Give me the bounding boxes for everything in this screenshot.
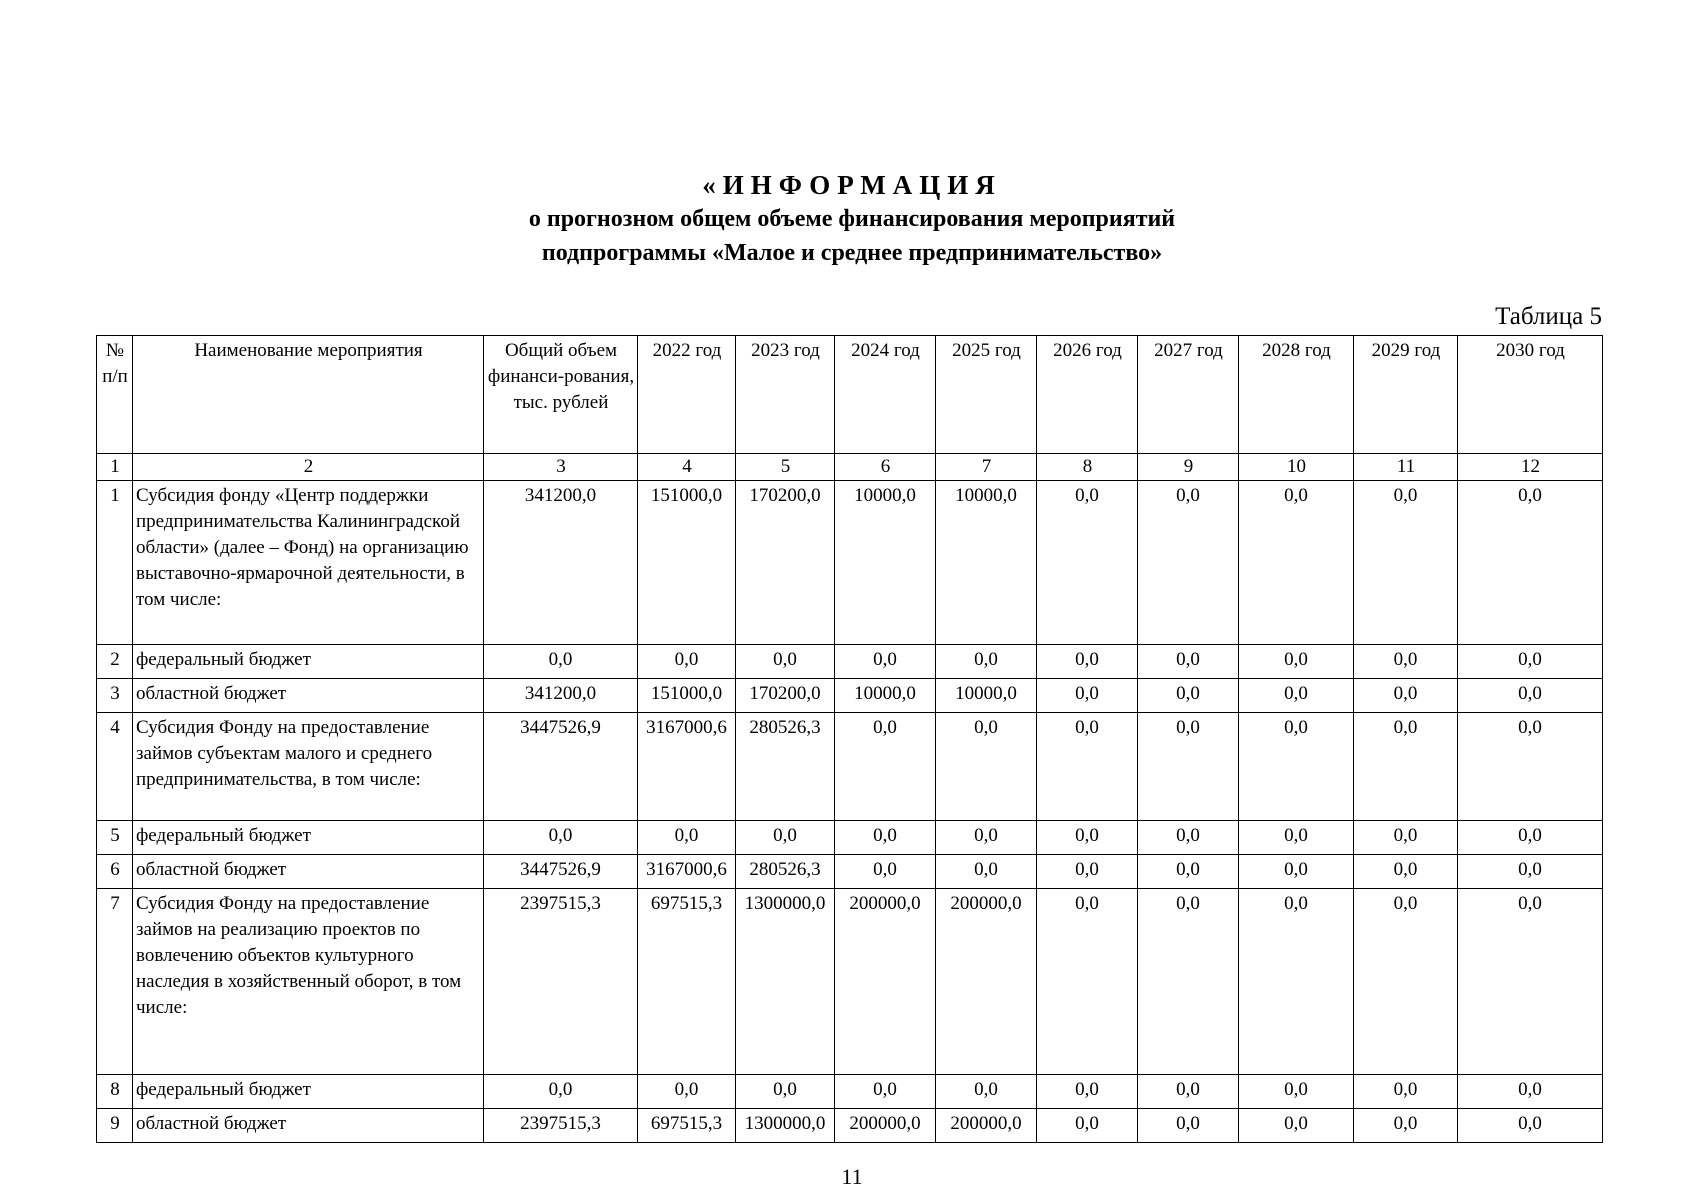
column-number-cell: 8 bbox=[1037, 454, 1138, 481]
year-amount-cell: 0,0 bbox=[1354, 821, 1458, 855]
header-cell-2029: 2029 год bbox=[1354, 336, 1458, 454]
year-amount-cell: 0,0 bbox=[1354, 679, 1458, 713]
column-number-cell: 4 bbox=[638, 454, 736, 481]
total-amount-cell: 2397515,3 bbox=[484, 1109, 638, 1143]
table-row bbox=[97, 855, 1603, 889]
column-number-cell: 9 bbox=[1138, 454, 1239, 481]
year-amount-cell: 0,0 bbox=[1354, 713, 1458, 821]
year-amount-cell: 697515,3 bbox=[638, 889, 736, 1075]
header-cell-2023: 2023 год bbox=[736, 336, 835, 454]
total-amount-cell: 341200,0 bbox=[484, 481, 638, 645]
year-amount-cell: 0,0 bbox=[1138, 645, 1239, 679]
title-line-3: подпрограммы «Малое и среднее предпринимательство» bbox=[541, 240, 1163, 266]
header-cell-total: Общий объем финанси-рования, тыс. рублей bbox=[484, 336, 638, 454]
row-number-cell: 9 bbox=[97, 1109, 133, 1143]
column-number-cell: 10 bbox=[1239, 454, 1354, 481]
financing-table bbox=[96, 335, 1603, 1143]
header-cell-2022: 2022 год bbox=[638, 336, 736, 454]
year-amount-cell: 0,0 bbox=[1458, 855, 1603, 889]
year-amount-cell: 200000,0 bbox=[835, 1109, 936, 1143]
year-amount-cell: 0,0 bbox=[1037, 1109, 1138, 1143]
year-amount-cell: 0,0 bbox=[1037, 713, 1138, 821]
total-amount-cell: 0,0 bbox=[484, 1075, 638, 1109]
total-amount-cell: 2397515,3 bbox=[484, 889, 638, 1075]
header-cell-2024: 2024 год bbox=[835, 336, 936, 454]
year-amount-cell: 0,0 bbox=[736, 1075, 835, 1109]
year-amount-cell: 200000,0 bbox=[936, 1109, 1037, 1143]
year-amount-cell: 0,0 bbox=[1239, 821, 1354, 855]
year-amount-cell: 0,0 bbox=[1239, 889, 1354, 1075]
year-amount-cell: 0,0 bbox=[736, 645, 835, 679]
measure-name-cell: областной бюджет bbox=[133, 855, 484, 889]
year-amount-cell: 10000,0 bbox=[835, 481, 936, 645]
year-amount-cell: 0,0 bbox=[1138, 1075, 1239, 1109]
header-cell-2030: 2030 год bbox=[1458, 336, 1603, 454]
year-amount-cell: 0,0 bbox=[1037, 645, 1138, 679]
column-number-cell: 12 bbox=[1458, 454, 1603, 481]
year-amount-cell: 0,0 bbox=[1354, 1109, 1458, 1143]
year-amount-cell: 0,0 bbox=[1354, 889, 1458, 1075]
year-amount-cell: 151000,0 bbox=[638, 679, 736, 713]
measure-name-cell: Субсидия фонду «Центр поддержки предпринимательства Калининградской области» (далее – Фонд) на организацию выставочно-ярмарочной деятельности, в том числе: bbox=[133, 481, 484, 645]
year-amount-cell: 0,0 bbox=[835, 713, 936, 821]
year-amount-cell: 0,0 bbox=[1239, 645, 1354, 679]
table-row bbox=[97, 821, 1603, 855]
column-number-cell: 6 bbox=[835, 454, 936, 481]
year-amount-cell: 0,0 bbox=[1354, 645, 1458, 679]
total-amount-cell: 3447526,9 bbox=[484, 713, 638, 821]
year-amount-cell: 0,0 bbox=[1458, 645, 1603, 679]
year-amount-cell: 0,0 bbox=[936, 821, 1037, 855]
year-amount-cell: 0,0 bbox=[1458, 679, 1603, 713]
header-row bbox=[97, 336, 1603, 454]
year-amount-cell: 0,0 bbox=[638, 821, 736, 855]
year-amount-cell: 0,0 bbox=[835, 821, 936, 855]
year-amount-cell: 1300000,0 bbox=[736, 889, 835, 1075]
year-amount-cell: 0,0 bbox=[1458, 1075, 1603, 1109]
year-amount-cell: 0,0 bbox=[936, 645, 1037, 679]
year-amount-cell: 0,0 bbox=[1458, 713, 1603, 821]
year-amount-cell: 280526,3 bbox=[736, 713, 835, 821]
year-amount-cell: 0,0 bbox=[936, 1075, 1037, 1109]
year-amount-cell: 170200,0 bbox=[736, 481, 835, 645]
column-number-cell: 5 bbox=[736, 454, 835, 481]
year-amount-cell: 3167000,6 bbox=[638, 855, 736, 889]
table-label: Таблица 5 bbox=[1495, 303, 1602, 330]
measure-name-cell: областной бюджет bbox=[133, 1109, 484, 1143]
year-amount-cell: 151000,0 bbox=[638, 481, 736, 645]
year-amount-cell: 10000,0 bbox=[835, 679, 936, 713]
row-number-cell: 3 bbox=[97, 679, 133, 713]
row-number-cell: 5 bbox=[97, 821, 133, 855]
year-amount-cell: 0,0 bbox=[638, 1075, 736, 1109]
year-amount-cell: 0,0 bbox=[1458, 889, 1603, 1075]
year-amount-cell: 0,0 bbox=[638, 645, 736, 679]
total-amount-cell: 0,0 bbox=[484, 821, 638, 855]
column-number-cell: 2 bbox=[133, 454, 484, 481]
year-amount-cell: 3167000,6 bbox=[638, 713, 736, 821]
year-amount-cell: 0,0 bbox=[1138, 713, 1239, 821]
year-amount-cell: 0,0 bbox=[1037, 1075, 1138, 1109]
year-amount-cell: 0,0 bbox=[1458, 1109, 1603, 1143]
measure-name-cell: областной бюджет bbox=[133, 679, 484, 713]
year-amount-cell: 1300000,0 bbox=[736, 1109, 835, 1143]
year-amount-cell: 0,0 bbox=[1354, 855, 1458, 889]
title-line-2: о прогнозном общем объеме финансирования мероприятий bbox=[528, 206, 1176, 232]
row-number-cell: 7 bbox=[97, 889, 133, 1075]
measure-name-cell: федеральный бюджет bbox=[133, 645, 484, 679]
year-amount-cell: 10000,0 bbox=[936, 679, 1037, 713]
year-amount-cell: 0,0 bbox=[1138, 821, 1239, 855]
column-number-row bbox=[97, 454, 1603, 481]
year-amount-cell: 0,0 bbox=[1354, 1075, 1458, 1109]
year-amount-cell: 0,0 bbox=[1239, 713, 1354, 821]
year-amount-cell: 0,0 bbox=[1239, 1075, 1354, 1109]
header-cell-2026: 2026 год bbox=[1037, 336, 1138, 454]
row-number-cell: 1 bbox=[97, 481, 133, 645]
year-amount-cell: 0,0 bbox=[1138, 1109, 1239, 1143]
document-title bbox=[0, 168, 1704, 270]
year-amount-cell: 697515,3 bbox=[638, 1109, 736, 1143]
total-amount-cell: 3447526,9 bbox=[484, 855, 638, 889]
title-line-1: «ИНФОРМАЦИЯ bbox=[702, 170, 1002, 200]
year-amount-cell: 200000,0 bbox=[835, 889, 936, 1075]
year-amount-cell: 0,0 bbox=[1239, 855, 1354, 889]
row-number-cell: 8 bbox=[97, 1075, 133, 1109]
year-amount-cell: 280526,3 bbox=[736, 855, 835, 889]
row-number-cell: 4 bbox=[97, 713, 133, 821]
table-row bbox=[97, 1075, 1603, 1109]
measure-name-cell: Субсидия Фонду на предоставление займов на реализацию проектов по вовлечению объектов культурного наследия в хозяйственный оборот, в том числе: bbox=[133, 889, 484, 1075]
year-amount-cell: 0,0 bbox=[835, 1075, 936, 1109]
row-number-cell: 2 bbox=[97, 645, 133, 679]
year-amount-cell: 0,0 bbox=[1138, 481, 1239, 645]
header-cell-name: Наименование мероприятия bbox=[133, 336, 484, 454]
total-amount-cell: 0,0 bbox=[484, 645, 638, 679]
table-row bbox=[97, 713, 1603, 821]
header-cell-2027: 2027 год bbox=[1138, 336, 1239, 454]
column-number-cell: 11 bbox=[1354, 454, 1458, 481]
table-row bbox=[97, 679, 1603, 713]
column-number-cell: 1 bbox=[97, 454, 133, 481]
year-amount-cell: 10000,0 bbox=[936, 481, 1037, 645]
year-amount-cell: 0,0 bbox=[835, 645, 936, 679]
header-cell-2025: 2025 год bbox=[936, 336, 1037, 454]
year-amount-cell: 0,0 bbox=[1239, 1109, 1354, 1143]
year-amount-cell: 0,0 bbox=[1037, 679, 1138, 713]
table-row bbox=[97, 889, 1603, 1075]
header-cell-2028: 2028 год bbox=[1239, 336, 1354, 454]
header-cell-num: № п/п bbox=[97, 336, 133, 454]
year-amount-cell: 0,0 bbox=[1458, 481, 1603, 645]
year-amount-cell: 200000,0 bbox=[936, 889, 1037, 1075]
year-amount-cell: 0,0 bbox=[1037, 821, 1138, 855]
year-amount-cell: 0,0 bbox=[1239, 679, 1354, 713]
table-row bbox=[97, 1109, 1603, 1143]
measure-name-cell: федеральный бюджет bbox=[133, 1075, 484, 1109]
row-number-cell: 6 bbox=[97, 855, 133, 889]
year-amount-cell: 0,0 bbox=[1037, 889, 1138, 1075]
year-amount-cell: 0,0 bbox=[1138, 889, 1239, 1075]
page-number: 11 bbox=[841, 1164, 863, 1189]
year-amount-cell: 0,0 bbox=[835, 855, 936, 889]
year-amount-cell: 0,0 bbox=[1037, 855, 1138, 889]
year-amount-cell: 170200,0 bbox=[736, 679, 835, 713]
total-amount-cell: 341200,0 bbox=[484, 679, 638, 713]
year-amount-cell: 0,0 bbox=[936, 855, 1037, 889]
year-amount-cell: 0,0 bbox=[1239, 481, 1354, 645]
table-row bbox=[97, 645, 1603, 679]
column-number-cell: 7 bbox=[936, 454, 1037, 481]
year-amount-cell: 0,0 bbox=[736, 821, 835, 855]
year-amount-cell: 0,0 bbox=[1354, 481, 1458, 645]
column-number-cell: 3 bbox=[484, 454, 638, 481]
year-amount-cell: 0,0 bbox=[1458, 821, 1603, 855]
year-amount-cell: 0,0 bbox=[936, 713, 1037, 821]
year-amount-cell: 0,0 bbox=[1138, 679, 1239, 713]
measure-name-cell: Субсидия Фонду на предоставление займов субъектам малого и среднего предпринимательства, в том числе: bbox=[133, 713, 484, 821]
table-row bbox=[97, 481, 1603, 645]
year-amount-cell: 0,0 bbox=[1138, 855, 1239, 889]
measure-name-cell: федеральный бюджет bbox=[133, 821, 484, 855]
year-amount-cell: 0,0 bbox=[1037, 481, 1138, 645]
